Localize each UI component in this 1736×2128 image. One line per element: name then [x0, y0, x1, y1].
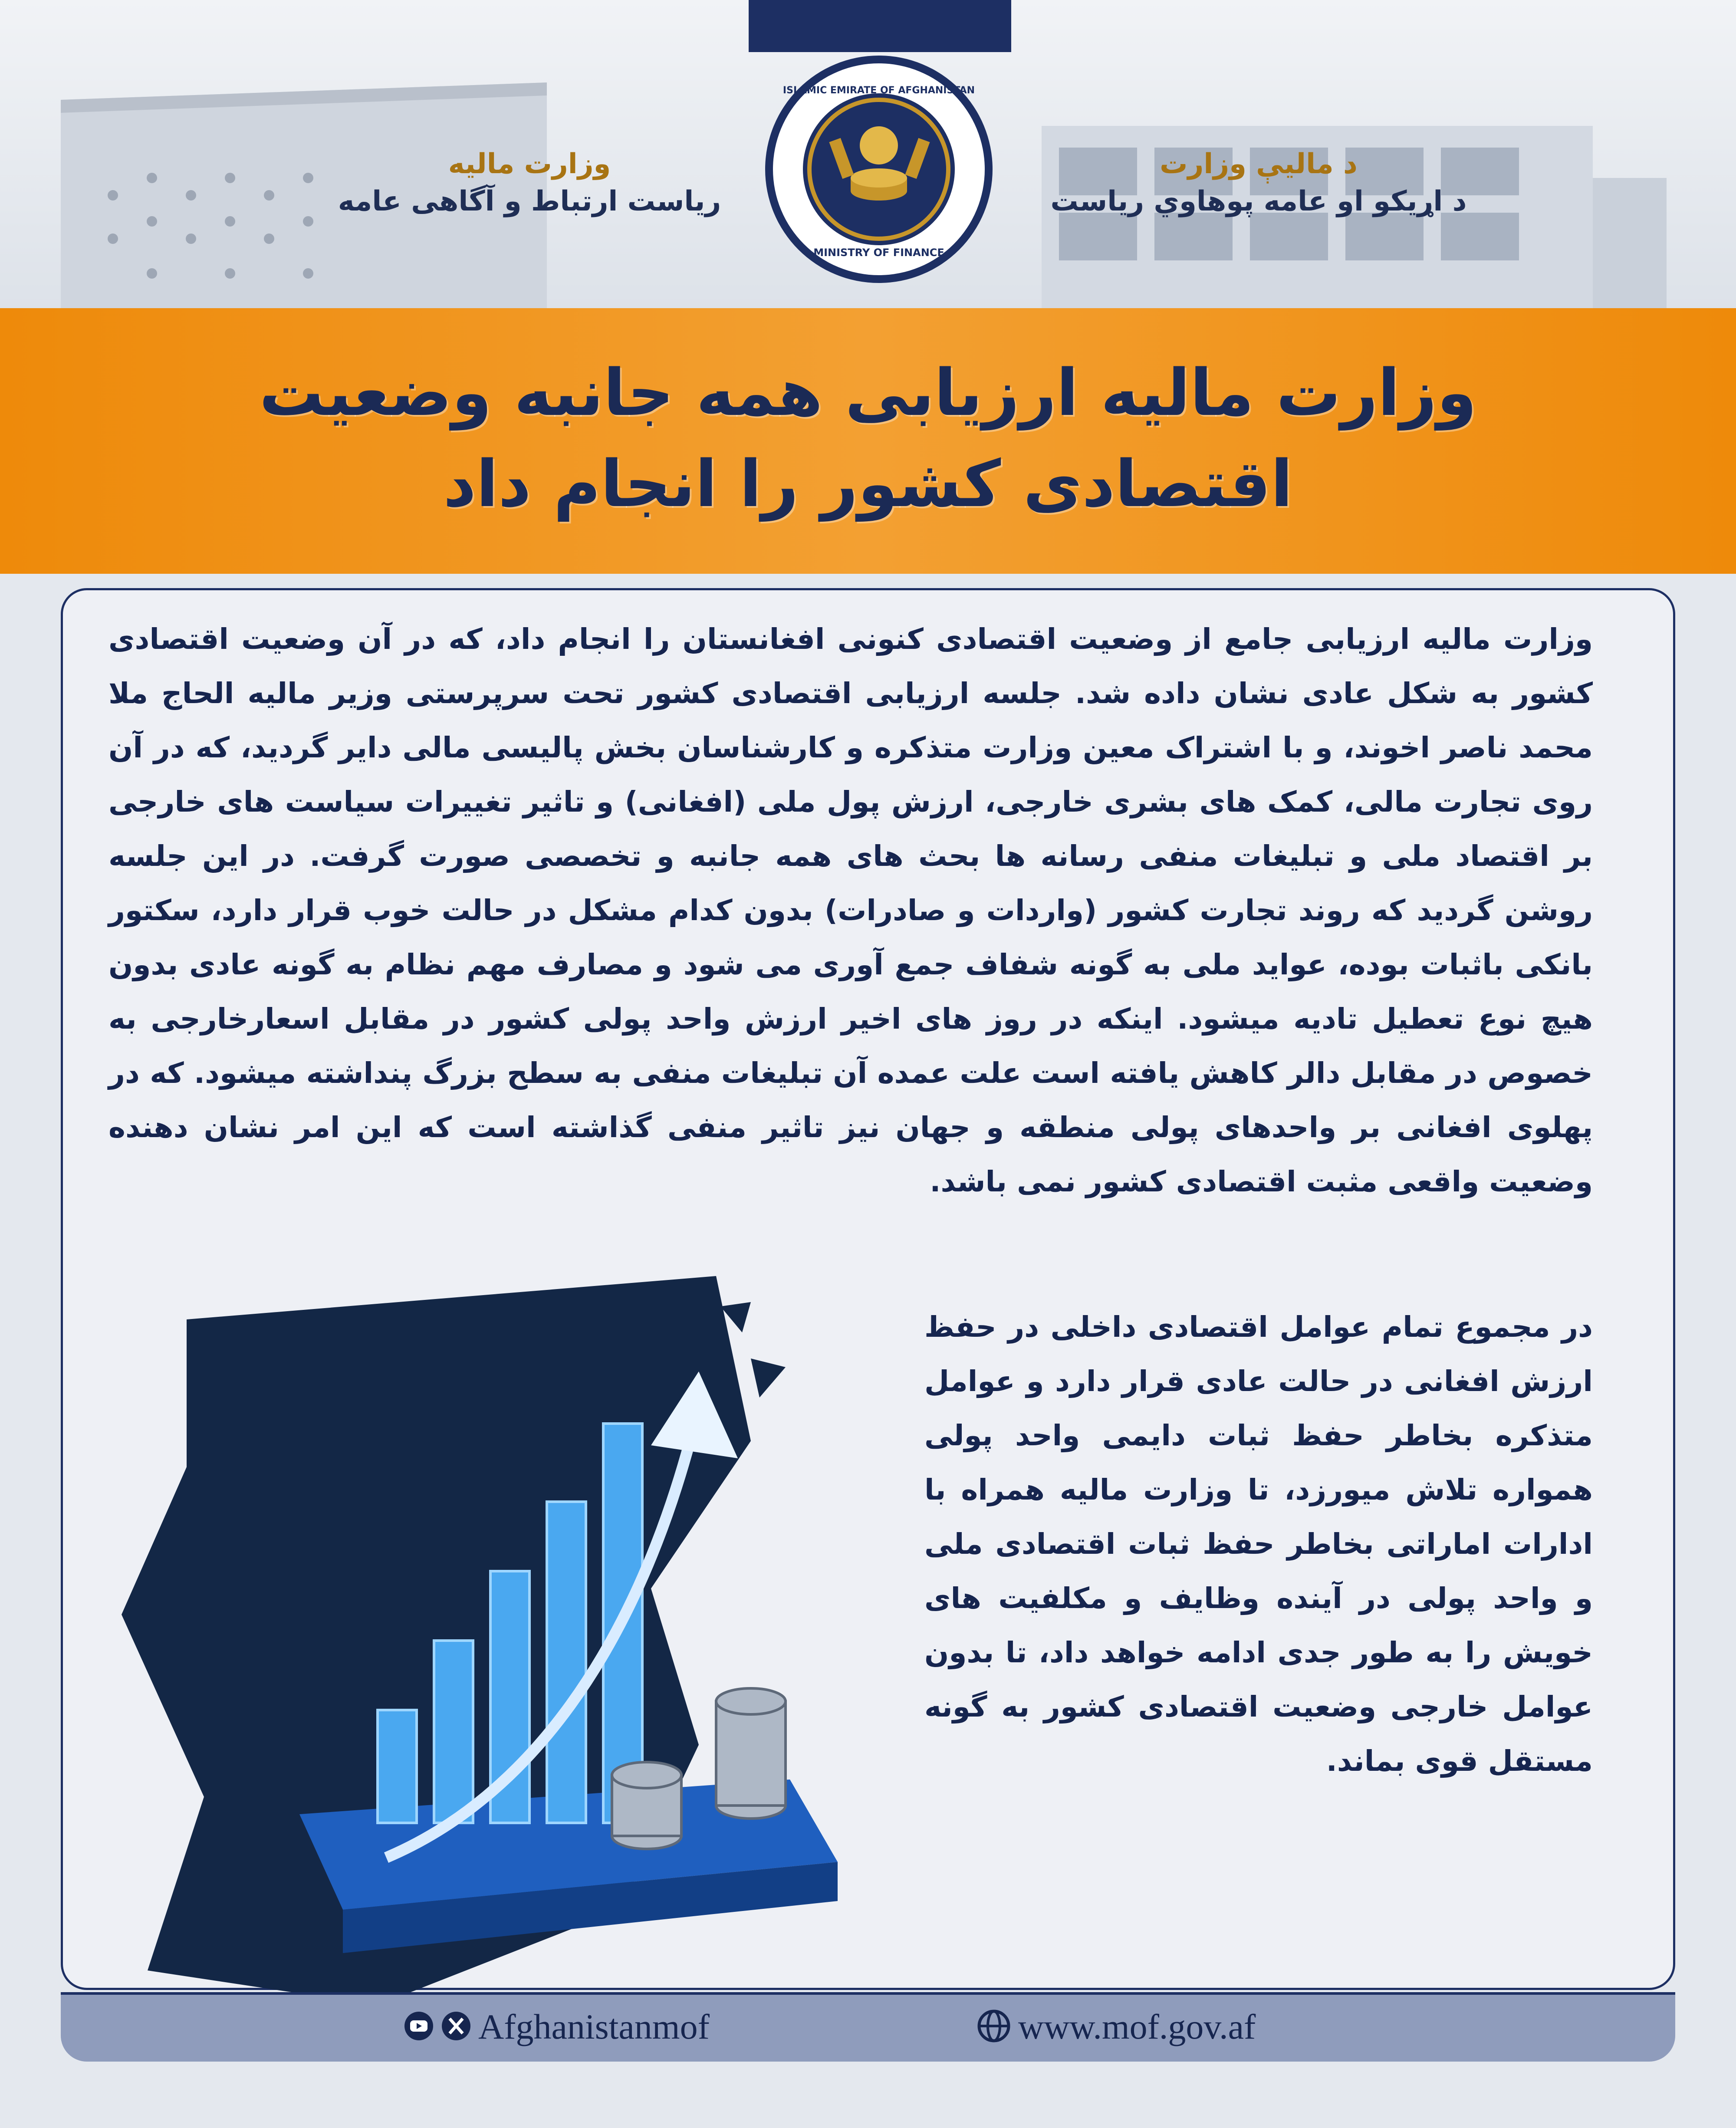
pashto-department-name: د اړیکو او عامه پوهاوي ریاست: [1050, 185, 1467, 218]
finance-growth-illustration: [74, 1259, 1029, 2040]
header-banner: [0, 0, 1736, 310]
x-icon[interactable]: [441, 2011, 471, 2043]
website-link[interactable]: [976, 2005, 1256, 2049]
headline-line-2: اقتصادی کشور را انجام داد: [443, 447, 1293, 522]
dari-ministry-name: وزارت مالیه: [448, 148, 611, 180]
globe-icon: [976, 2009, 1011, 2045]
dari-department: [312, 145, 746, 220]
pashto-ministry-name: د مالیې وزارت: [1160, 148, 1358, 180]
footer-bar: [61, 1992, 1675, 2062]
website-url[interactable]: www.mof.gov.af: [1018, 2007, 1256, 2046]
youtube-icon[interactable]: [404, 2011, 434, 2043]
title-band: [0, 308, 1736, 574]
headline: [65, 347, 1671, 530]
ministry-logo: [762, 52, 996, 286]
headline-line-1: وزارت مالیه ارزیابی همه جانبه وضعیت: [259, 355, 1477, 430]
dari-department-name: ریاست ارتباط و آگاهی عامه: [338, 185, 721, 218]
pashto-department: [1037, 145, 1480, 220]
social-links: [404, 2005, 710, 2049]
logo-bottom-text: MINISTRY OF FINANCE: [813, 247, 944, 259]
body-text-bottom: در مجموع تمام عوامل اقتصادی داخلی در حفظ ارزش افغانی در حالت عادی قرار دارد و عوامل متذکره بخاطر حفظ ثبات دایمی واحد پولی همواره تلاش میورزد، تا وزارت مالیه همراه با ادارات اماراتی بخاطر حفظ ثبات اقتصادی ملی و واحد پولی در آینده وظایف و مکلفیت های خویش را به طور جدی ادامه خواهد داد، تا بدون عوامل خارجی وضعیت اقتصادی کشور به گونه مستقل قوی بماند.: [924, 1310, 1593, 1778]
body-text-top: وزارت مالیه ارزیابی جامع از وضعیت اقتصادی کنونی افغانستان را انجام داد، که در آن وضعیت اقتصادی کشور به شکل عادی نشان داده شد. جلسه ارزیابی اقتصادی کشور تحت سرپرستی وزیر مالیه الحاج ملا محمد ناصر اخوند، و با اشتراک معین وزارت متذکره و کارشناسان بخش پالیسی مالی دایر گردید، که در آن روی تجارت مالی، کمک های بشری خارجی، ارزش پول ملی (افغانی) و تاثیر تغییرات سیاست های خارجی بر اقتصاد ملی و تبلیغات منفی رسانه ها بحث های همه جانبه و تخصصی صورت گرفت. در این جلسه روشن گردید که روند تجارت کشور (واردات و صادرات) بدون کدام مشکل در حالت خوب قرار دارد، سکتور بانکی باثبات بوده، عواید ملی به گونه شفاف جمع آوری می شود و مصارف مهم نظام به گونه عادی بدون هیچ نوع تعطیل تادیه میشود. اینکه در روز های اخیر ارزش واحد پولی کشور در مقابل اسعارخارجی به خصوص در مقابل دالر کاهش یافته است علت عمده آن تبلیغات منفی به سطح بزرگ پنداشته میشود. که در پهلوی افغانی بر واحدهای پولی منطقه و جهان نیز تاثیر منفی گذاشته است که این امر نشان دهنده وضعیت واقعی مثبت اقتصادی کشور نمی باشد.: [108, 622, 1593, 1198]
header-navy-strip: [749, 0, 1011, 52]
logo-top-text: ISLAMIC EMIRATE OF AFGHANISTAN: [783, 85, 975, 96]
social-handle[interactable]: Afghanistanmof: [478, 2007, 710, 2046]
footer-divider: [61, 1992, 1675, 1995]
